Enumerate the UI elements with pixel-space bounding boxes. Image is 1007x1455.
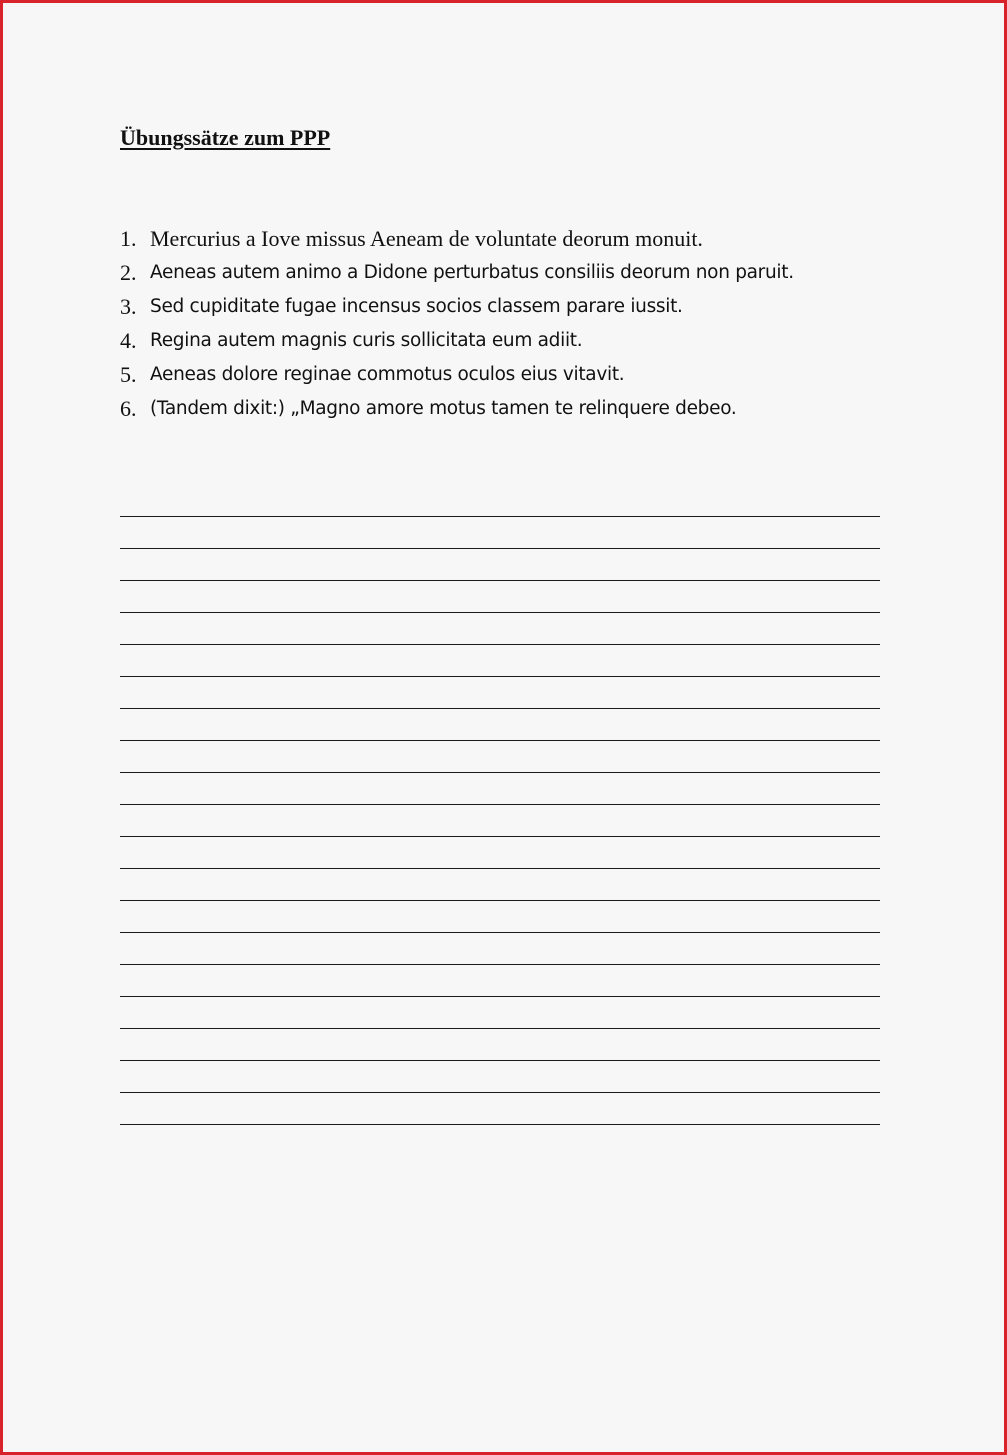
sentence-text: Aeneas autem animo a Didone perturbatus consiliis deorum non paruit. — [150, 262, 794, 283]
answer-line — [120, 932, 880, 964]
answer-line — [120, 612, 880, 644]
sentence-number: 5. — [120, 362, 137, 387]
answer-line — [120, 772, 880, 804]
sentence-number: 3. — [120, 294, 137, 319]
answer-line — [120, 516, 880, 548]
answer-line — [120, 644, 880, 676]
answer-line — [120, 1028, 880, 1060]
answer-line — [120, 548, 880, 580]
answer-line — [120, 1060, 880, 1092]
answer-lines — [120, 516, 880, 1156]
sentence-text: (Tandem dixit:) „Magno amore motus tamen te relinquere debeo. — [150, 398, 737, 419]
sentence-number: 4. — [120, 328, 137, 353]
answer-line — [120, 1124, 880, 1156]
sentence-text: Mercurius a Iove missus Aeneam de voluntate deorum monuit. — [150, 226, 703, 251]
answer-line — [120, 900, 880, 932]
sentence-number: 1. — [120, 226, 137, 251]
sentence-number: 6. — [120, 396, 137, 421]
worksheet-title: Übungssätze zum PPP — [120, 125, 331, 150]
sentence-text: Aeneas dolore reginae commotus oculos eius vitavit. — [150, 364, 625, 385]
answer-line — [120, 676, 880, 708]
answer-line — [120, 996, 880, 1028]
sentence-text: Regina autem magnis curis sollicitata eum adiit. — [150, 330, 583, 351]
answer-line — [120, 708, 880, 740]
answer-line — [120, 1092, 880, 1124]
answer-line — [120, 580, 880, 612]
sentence-number: 2. — [120, 260, 137, 285]
answer-line — [120, 836, 880, 868]
answer-line — [120, 964, 880, 996]
answer-line — [120, 740, 880, 772]
answer-line — [120, 804, 880, 836]
answer-line — [120, 868, 880, 900]
sentence-text: Sed cupiditate fugae incensus socios classem parare iussit. — [150, 296, 683, 317]
